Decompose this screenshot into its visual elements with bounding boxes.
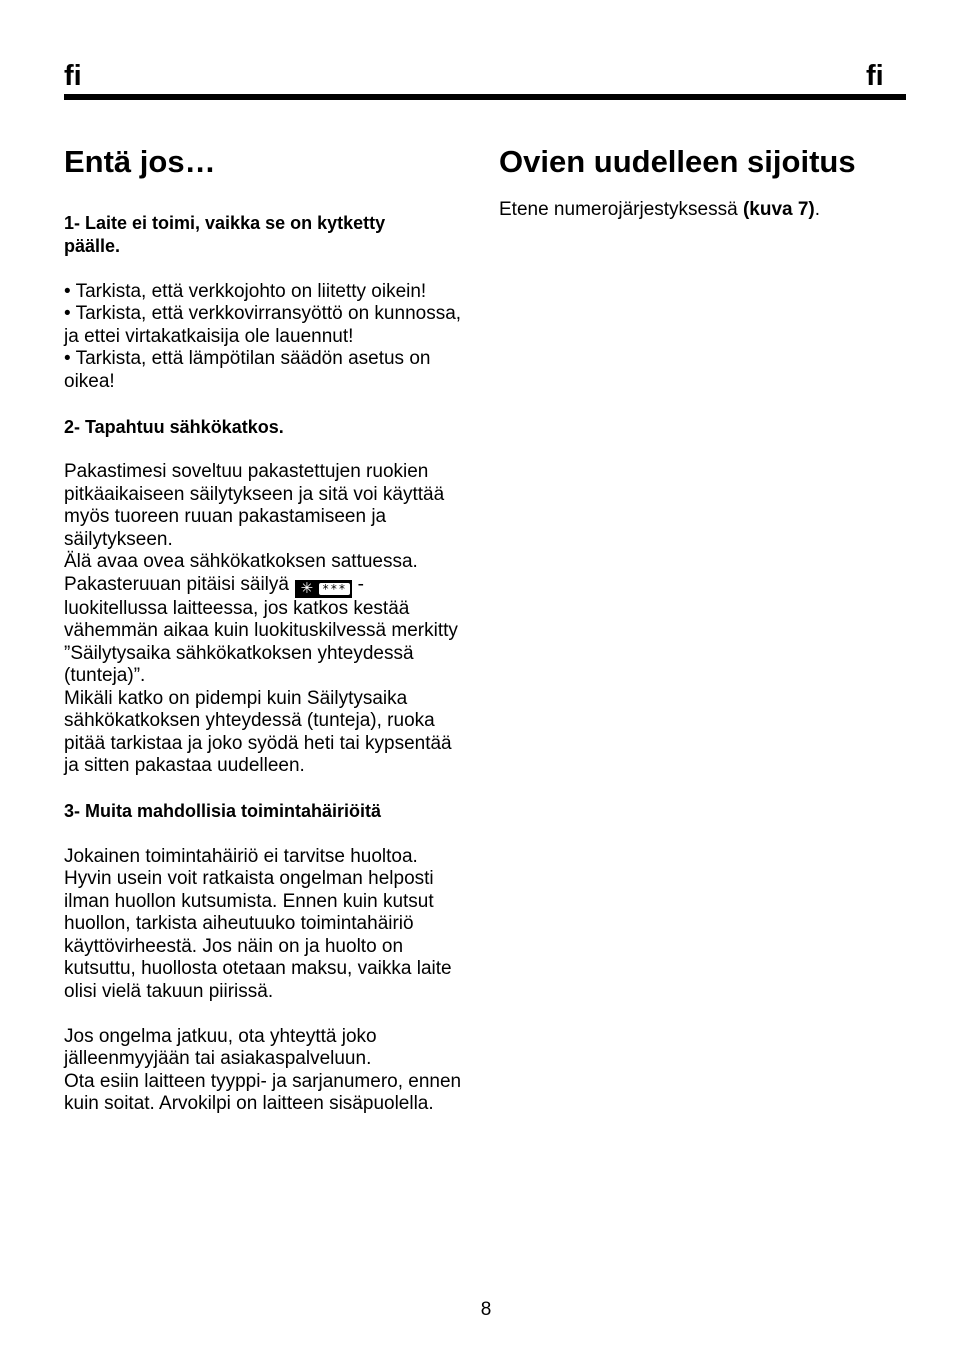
text-line: pitää tarkistaa ja joko syödä heti tai kypsentää <box>64 732 452 754</box>
text-fragment: - <box>357 573 364 595</box>
text-fragment: Pakasteruuan pitäisi säilyä <box>64 573 289 595</box>
language-code-left: fi <box>64 60 82 92</box>
text-line: olisi vielä takuun piirissä. <box>64 980 274 1002</box>
text-line: kuin soitat. Arvokilpi on laitteen sisäpuolella. <box>64 1093 434 1114</box>
text-line: Jos ongelma jatkuu, ota yhteyttä joko <box>64 1025 377 1047</box>
header-rule <box>64 94 906 100</box>
text-line: Hyvin usein voit ratkaista ongelman helposti <box>64 868 434 889</box>
section-title-what-if: Entä jos… <box>64 144 216 179</box>
text-line: Pakastimesi soveltuu pakastettujen ruokien <box>64 461 429 482</box>
text-line: vähemmän aikaa kuin luokituskilvessä merkitty <box>64 620 458 641</box>
text-line: huollon, tarkista aiheutuuko toimintahäiriö <box>64 913 414 934</box>
section-2-body <box>64 461 476 778</box>
text-line: (tunteja)”. <box>64 665 146 686</box>
text-fragment: . <box>814 199 821 220</box>
three-star-icon: *** <box>319 583 350 595</box>
text-line-with-badge <box>64 574 476 598</box>
text-line: jälleenmyyjään tai asiakaspalveluun. <box>64 1048 372 1069</box>
text-fragment: Etene numerojärjestyksessä <box>499 199 743 220</box>
text-line: ja sitten pakastaa uudelleen. <box>64 755 305 776</box>
bullet-item: • Tarkista, että lämpötilan säädön asetus on <box>64 348 431 369</box>
text-line: Mikäli katko on pidempi kuin Säilytysaika <box>64 687 408 709</box>
bullet-item: • Tarkista, että verkkojohto on liitetty oikein! <box>64 280 427 302</box>
text-line: Ota esiin laitteen tyyppi- ja sarjanumero, ennen <box>64 1070 462 1092</box>
heading-line: 1- Laite ei toimi, vaikka se on kytketty <box>64 213 386 233</box>
text-line: myös tuoreen ruuan pakastamiseen ja <box>64 506 387 527</box>
text-line: Älä avaa ovea sähkökatkoksen sattuessa. <box>64 551 418 572</box>
text-line: ”Säilytysaika sähkökatkoksen yhteydessä <box>64 642 414 664</box>
bullet-item-continuation: ja ettei virtakatkaisija ole lauennut! <box>64 325 354 347</box>
text-line: pitkäaikaiseen säilytykseen ja sitä voi käyttää <box>64 483 445 505</box>
figure-reference: (kuva 7) <box>742 199 815 220</box>
section-2-heading: 2- Tapahtuu sähkökatkos. <box>64 416 284 437</box>
bullet-item-continuation: oikea! <box>64 370 115 392</box>
text-line: luokitellussa laitteessa, jos katkos kestää <box>64 597 410 619</box>
text-line: Jokainen toimintahäiriö ei tarvitse huoltoa. <box>64 845 418 867</box>
language-code-right: fi <box>866 60 884 92</box>
text-line: ilman huollon kutsumista. Ennen kuin kutsut <box>64 890 434 912</box>
text-line: kutsuttu, huollosta otetaan maksu, vaikka laite <box>64 958 452 979</box>
text-line: käyttövirheestä. Jos näin on ja huolto on <box>64 935 404 957</box>
section-3-body <box>64 846 476 1116</box>
door-reversal-instruction <box>499 199 909 222</box>
bullet-item: • Tarkista, että verkkovirransyöttö on kunnossa, <box>64 303 462 324</box>
heading-line: päälle. <box>64 236 121 256</box>
snowflake-icon: ✳ <box>300 579 314 597</box>
text-line: sähkökatkoksen yhteydessä (tunteja), ruoka <box>64 710 435 731</box>
four-star-freezer-icon <box>295 580 352 598</box>
section-1-checklist <box>64 281 476 394</box>
section-1-heading <box>64 212 476 258</box>
right-column <box>499 140 909 222</box>
left-column <box>64 140 476 1116</box>
page-number: 8 <box>480 1299 492 1320</box>
section-title-door-reversal: Ovien uudelleen sijoitus <box>499 144 856 179</box>
section-3-heading: 3- Muita mahdollisia toimintahäiriöitä <box>64 801 382 821</box>
text-line: säilytykseen. <box>64 528 173 550</box>
